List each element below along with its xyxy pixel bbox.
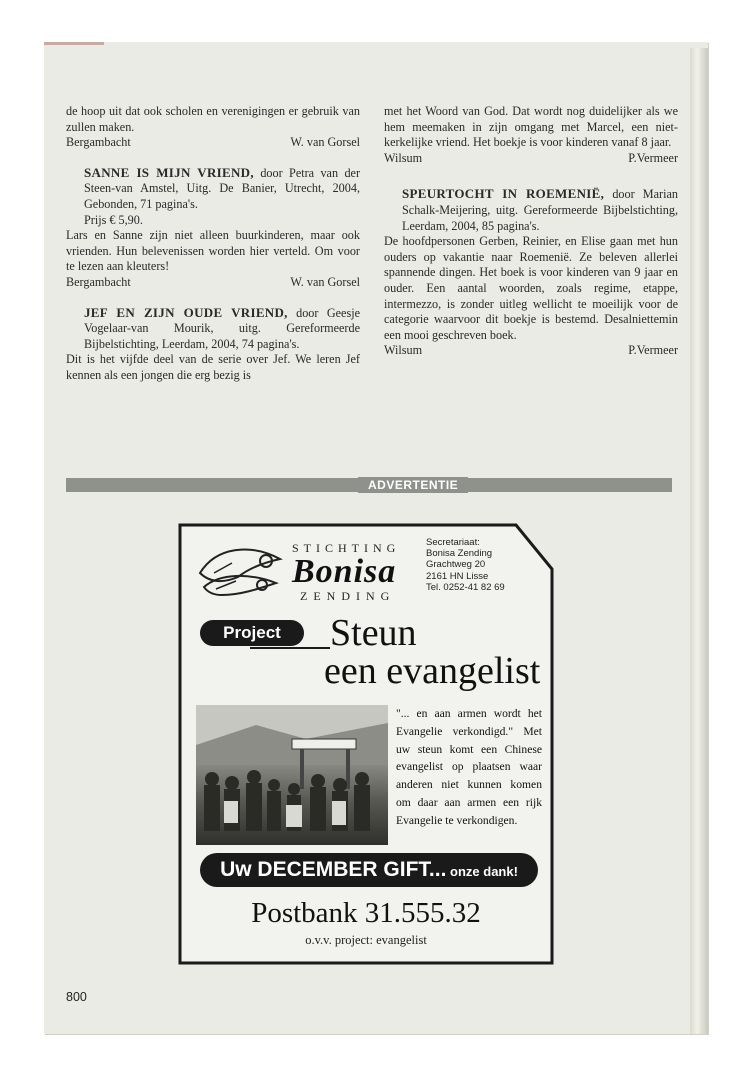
address-line: Bonisa Zending [426,548,493,560]
gift-text: Uw DECEMBER GIFT... [220,858,447,881]
project-underline [250,647,330,649]
signature-author: W. van Gorsel [290,135,360,150]
review-details: door Petra van der Steen-van Amstel, Uitg. De Banier, Utrecht, 2004, Gebonden, 71 pagina's. [84,165,361,211]
headline-steun: Steun [330,612,417,654]
logo-stichting: STICHTING [292,541,401,555]
left-signature-1 [66,135,360,151]
left-column [66,104,360,384]
review-heading-speurtocht [384,186,678,234]
logo-zending: ZENDING [300,589,396,603]
signature-author: P.Vermeer [628,150,678,165]
postbank-number: Postbank 31.555.32 [251,897,481,929]
page-spine [690,48,708,1034]
corner-mark [44,42,104,45]
review-details: door Marian Schalk-Meijering, uitg. Gereformeerde Bijbelstichting, Leerdam, 2004, 85 pagina's. [402,187,678,233]
review-title: SANNE IS MIJN VRIEND, [84,164,254,180]
photo-people-icon [196,705,388,845]
logo-bonisa: Bonisa [292,553,397,590]
review-title: SPEURTOCHT IN ROEMENIË, [402,186,605,202]
left-signature-2 [66,275,360,291]
page-number: 800 [66,990,87,1004]
address-line: Tel. 0252-41 82 69 [426,581,505,593]
right-signature-2 [384,343,678,359]
review-heading-jef [66,305,360,353]
advert-box [178,523,554,965]
review-price: Prijs € 5,90. [84,212,143,227]
headline-evangelist: een evangelist [324,650,541,692]
signature-place: Wilsum [384,343,423,358]
left-paragraph-3: Dit is het vijfde deel van de serie over Jef. We leren Jef kennen als een jongen die erg bezig is [66,352,360,382]
advert-quote: "... en aan armen wordt het Evangelie verkondigd." Met uw steun komt een Chinese evangelist op plaatsen waar anderen niet kunnen komen om daar aan armen een rijk Evangelie te verkondigen. [396,707,542,827]
right-column [384,104,678,359]
ovv-note: o.v.v. project: evangelist [305,933,427,947]
project-badge: Project [200,620,304,646]
left-paragraph-1: de hoop uit dat ook scholen en verenigingen er gebruik van zullen maken. [66,104,360,134]
gift-thanks: onze dank! [446,864,518,879]
signature-place: Wilsum [384,150,423,165]
address-line: Secretariaat: [426,537,480,548]
signature-author: P.Vermeer [628,343,678,358]
signature-author: W. van Gorsel [290,274,360,289]
december-gift-banner [200,853,538,887]
group-photo [196,705,388,845]
address-line: Grachtweg 20 [426,559,486,571]
signature-place: Bergambacht [66,274,131,289]
fish-logo-icon [192,533,288,603]
right-signature-1 [384,151,678,167]
secretariaat-address [426,537,505,593]
advertentie-label: ADVERTENTIE [358,477,468,493]
review-title: JEF EN ZIJN OUDE VRIEND, [84,304,288,320]
advertentie-band [66,478,672,492]
right-paragraph-1: met het Woord van God. Dat wordt nog duidelijker als we hem meemaken in zijn omgang met Marcel, een niet-kerkelijke vriend. Het boekje is voor kinderen vanaf 8 jaar. [384,104,678,150]
left-paragraph-2: Lars en Sanne zijn niet alleen buurkinderen, maar ook vrienden. Hun belevenissen worden hier verteld. Om voor te lezen aan kleuters! [66,228,360,274]
signature-place: Bergambacht [66,135,131,150]
right-paragraph-2: De hoofdpersonen Gerben, Reinier, en Elise gaan met hun ouders op vakantie naar Roemenië. Ze beleven allerlei spannende dingen. Het boek is voor kinderen van 9 jaar en ouder. Een aantal woorden, zoals regime, etappe, intermezzo, is zonder uitleg wellicht te moeilijk voor de categorie waarvoor dit boekje is bestemd. Desalniettemin een mooi geschreven boek. [384,234,678,342]
review-details: door Geesje Vogelaar-van Mourik, uitg. Gereformeerde Bijbelstichting, Leerdam, 2004, 74 pagina's. [84,305,360,351]
review-heading-sanne [66,165,360,228]
address-line: 2161 HN Lisse [426,570,489,582]
